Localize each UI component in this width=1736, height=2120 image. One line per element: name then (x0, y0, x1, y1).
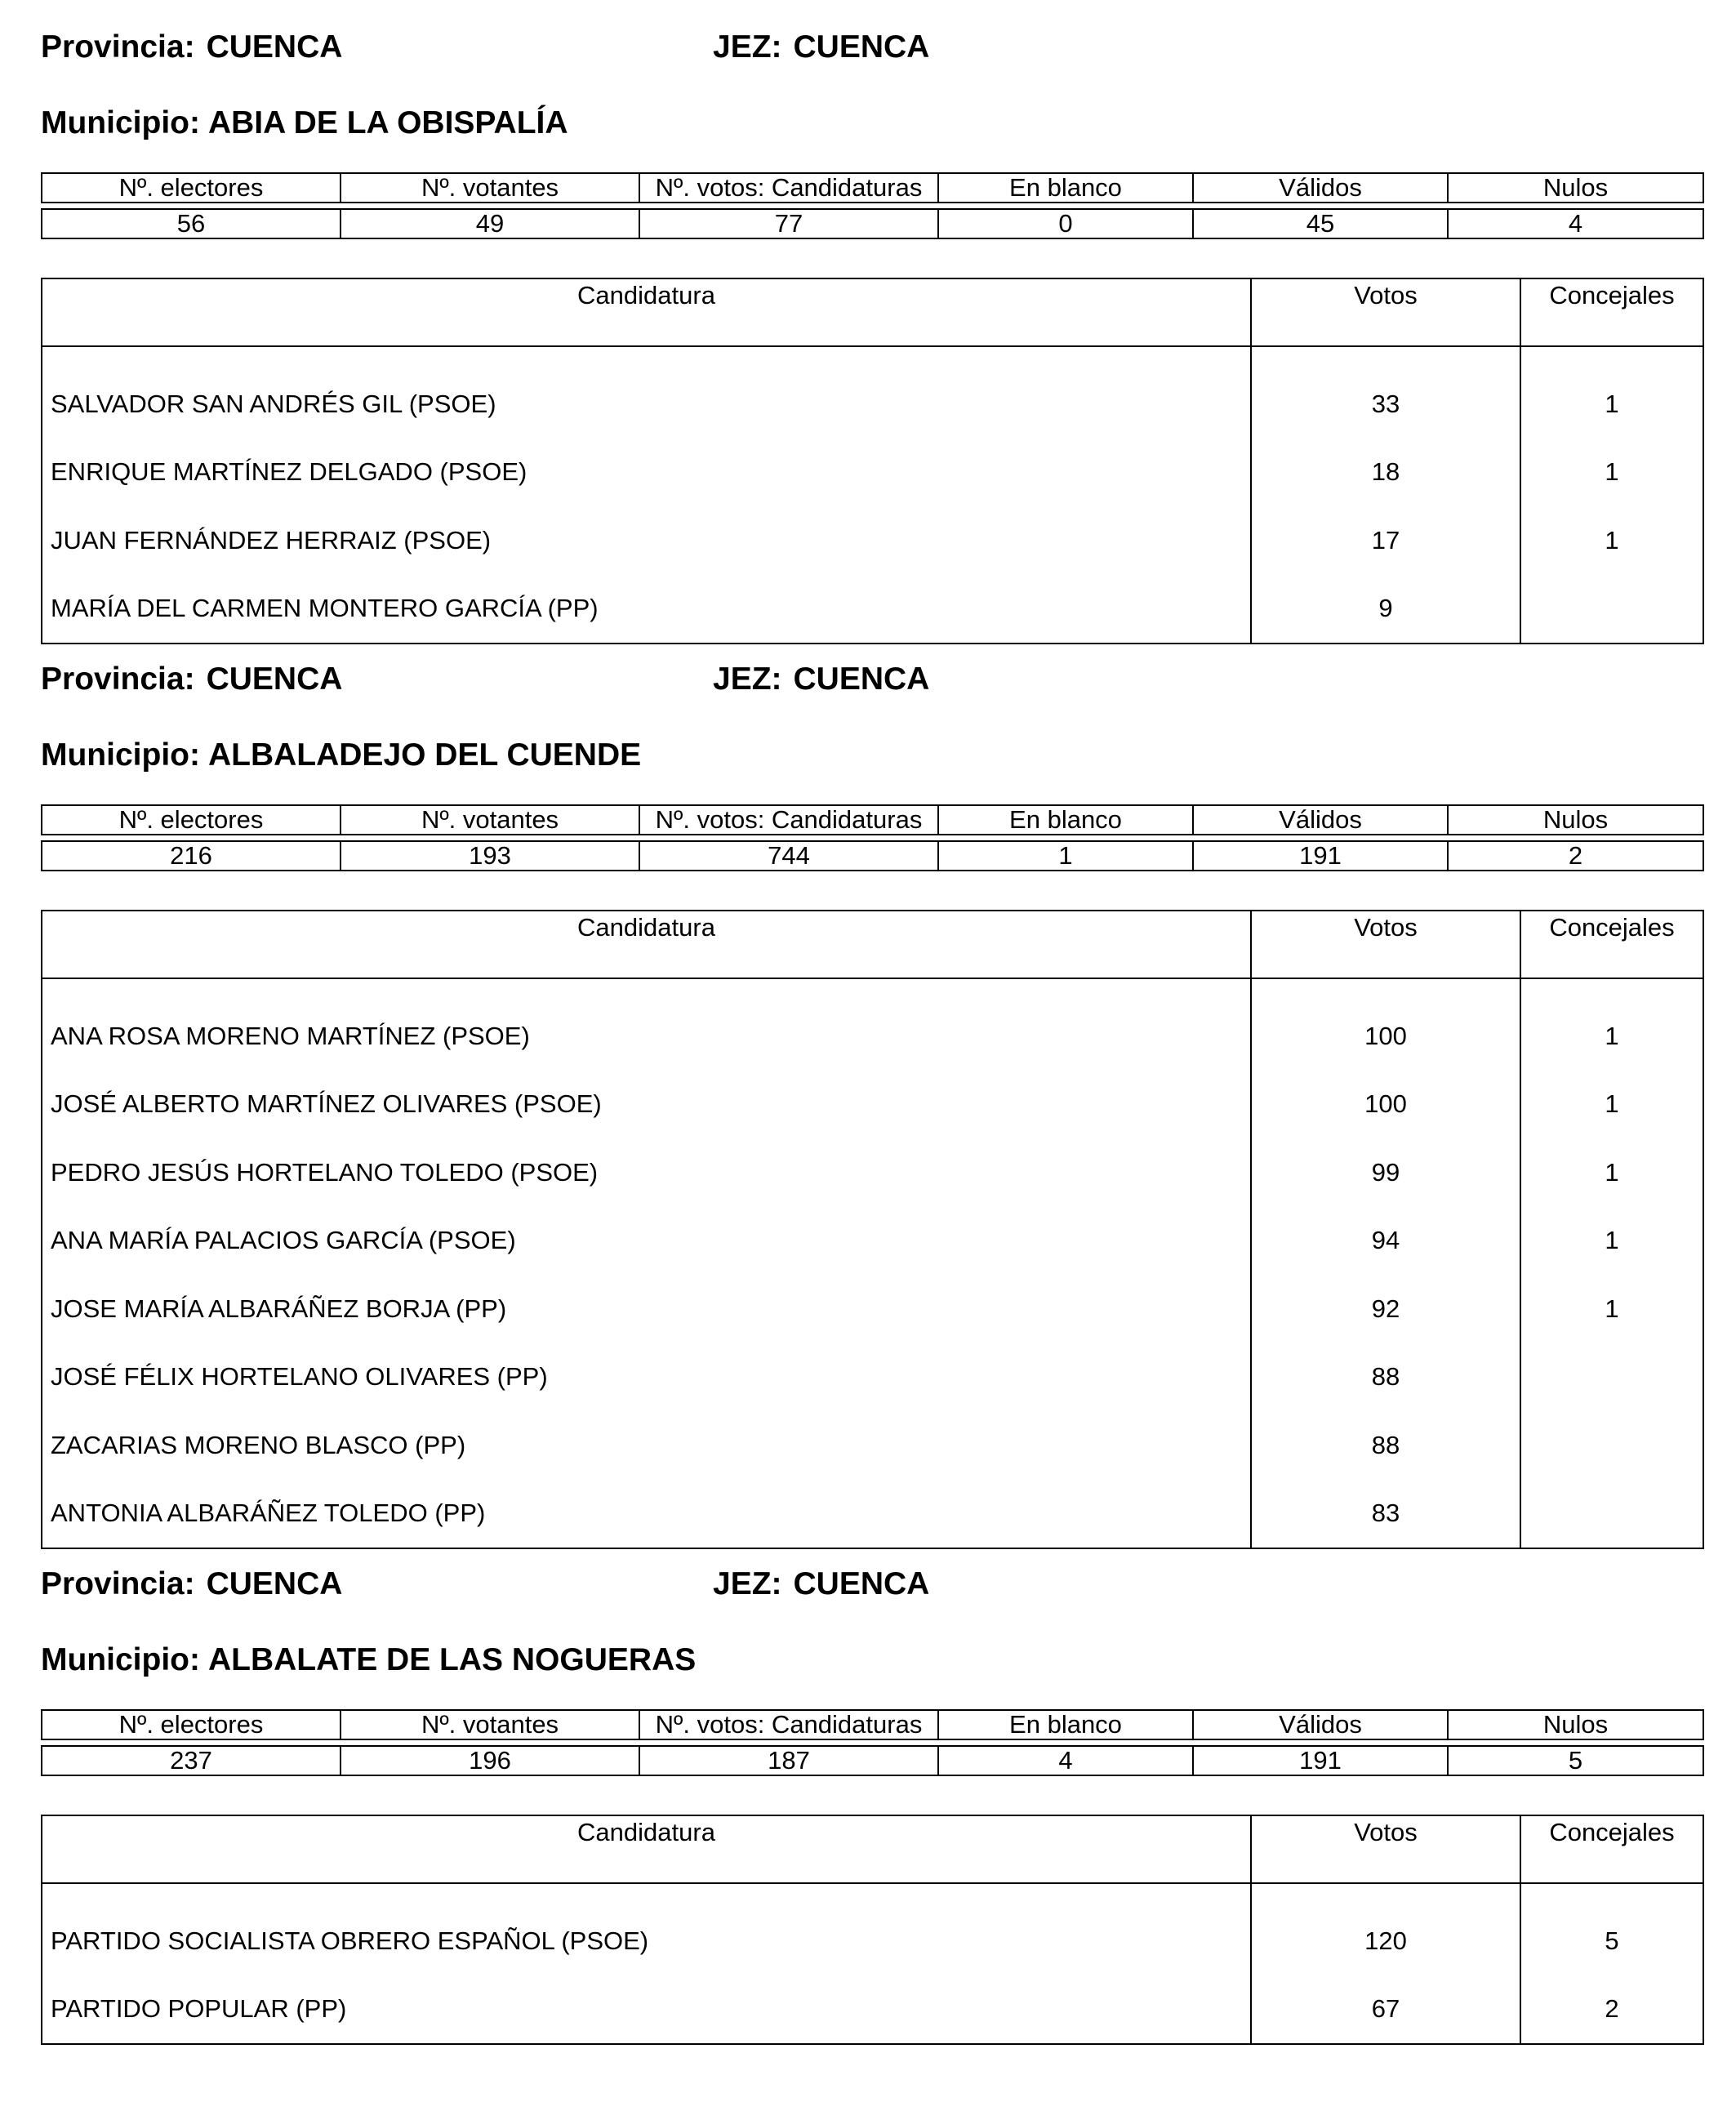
stats-header-row (42, 173, 1703, 203)
provincia-label: Provincia: (41, 29, 195, 65)
stats-value-cell: 5 (1448, 1746, 1703, 1775)
jez-label: JEZ: (713, 661, 782, 697)
stats-value-cell: 4 (938, 1746, 1193, 1775)
stats-header-row (42, 1710, 1703, 1739)
stats-value-cell: 1 (938, 841, 1193, 871)
candidate-name: ZACARIAS MORENO BLASCO (PP) (42, 1411, 1251, 1480)
municipio-label: Municipio: (41, 105, 200, 140)
candidate-concejales (1520, 1343, 1703, 1412)
candidates-table (41, 1815, 1704, 2045)
candidate-row (42, 1343, 1703, 1412)
candidate-concejales: 1 (1520, 1207, 1703, 1276)
stats-header-cell: Nº. votantes (341, 173, 639, 203)
candidate-name: JOSE MARÍA ALBARÁÑEZ BORJA (PP) (42, 1275, 1251, 1343)
spacer-cell (42, 835, 341, 841)
candidates-header-row (42, 1815, 1703, 1883)
stats-value-row (42, 209, 1703, 238)
candidate-name: JOSÉ FÉLIX HORTELANO OLIVARES (PP) (42, 1343, 1251, 1412)
stats-value-cell: 187 (639, 1746, 938, 1775)
stats-value-cell: 744 (639, 841, 938, 871)
candidate-concejales (1520, 575, 1703, 644)
candidate-row (42, 1138, 1703, 1207)
stats-spacer (42, 203, 1703, 209)
candidate-row (42, 1207, 1703, 1276)
provincia-header (41, 1568, 342, 1600)
gap-cell (42, 1883, 1251, 1907)
gap-cell (1251, 346, 1520, 370)
candidate-votos: 83 (1251, 1480, 1520, 1549)
candidate-votos: 94 (1251, 1207, 1520, 1276)
gap-cell (1520, 346, 1703, 370)
candidate-row (42, 1411, 1703, 1480)
candidate-votos: 9 (1251, 575, 1520, 644)
stats-value-cell: 196 (341, 1746, 639, 1775)
stats-header-cell: Nº. votantes (341, 805, 639, 835)
candidate-concejales (1520, 1480, 1703, 1549)
municipio-header (41, 739, 641, 771)
concejales-header: Concejales (1520, 278, 1703, 346)
candidate-votos: 88 (1251, 1343, 1520, 1412)
candidates-table (41, 278, 1704, 644)
candidate-name: ANA MARÍA PALACIOS GARCÍA (PSOE) (42, 1207, 1251, 1276)
stats-value-cell: 4 (1448, 209, 1703, 238)
gap-cell (42, 346, 1251, 370)
candidate-concejales: 1 (1520, 1002, 1703, 1071)
stats-value-cell: 56 (42, 209, 341, 238)
stats-header-cell: Nulos (1448, 173, 1703, 203)
stats-value-cell: 191 (1193, 841, 1448, 871)
candidatura-header: Candidatura (42, 1815, 1251, 1883)
spacer-cell (42, 203, 341, 209)
spacer-cell (341, 1739, 639, 1746)
provincia-value: CUENCA (206, 661, 343, 697)
spacer-cell (938, 835, 1193, 841)
stats-value-cell: 49 (341, 209, 639, 238)
candidate-row (42, 439, 1703, 507)
candidate-name: JUAN FERNÁNDEZ HERRAIZ (PSOE) (42, 506, 1251, 575)
spacer-cell (42, 1739, 341, 1746)
stats-header-cell: En blanco (938, 1710, 1193, 1739)
candidate-concejales: 1 (1520, 1071, 1703, 1139)
stats-header-cell: Nº. votos: Candidaturas (639, 1710, 938, 1739)
candidate-concejales: 2 (1520, 1975, 1703, 2045)
candidate-concejales: 1 (1520, 439, 1703, 507)
candidate-name: MARÍA DEL CARMEN MONTERO GARCÍA (PP) (42, 575, 1251, 644)
candidate-concejales (1520, 1411, 1703, 1480)
stats-value-cell: 0 (938, 209, 1193, 238)
candidate-row (42, 1071, 1703, 1139)
gap-cell (1520, 1883, 1703, 1907)
gap-cell (1251, 1883, 1520, 1907)
stats-header-cell: Válidos (1193, 1710, 1448, 1739)
stats-value-row (42, 841, 1703, 871)
candidatura-header: Candidatura (42, 278, 1251, 346)
gap-cell (1251, 978, 1520, 1002)
candidate-row (42, 1907, 1703, 1975)
spacer-cell (938, 1739, 1193, 1746)
gap-cell (1520, 978, 1703, 1002)
candidates-header-row (42, 278, 1703, 346)
municipio-header (41, 107, 568, 139)
stats-header-cell: Nº. electores (42, 1710, 341, 1739)
candidate-name: PARTIDO SOCIALISTA OBRERO ESPAÑOL (PSOE) (42, 1907, 1251, 1975)
jez-value: CUENCA (793, 29, 930, 65)
municipio-name: ALBALATE DE LAS NOGUERAS (207, 1642, 697, 1677)
candidate-votos: 67 (1251, 1975, 1520, 2045)
stats-header-cell: Válidos (1193, 805, 1448, 835)
spacer-cell (1448, 1739, 1703, 1746)
candidate-votos: 100 (1251, 1071, 1520, 1139)
spacer-cell (1193, 835, 1448, 841)
spacer-cell (341, 835, 639, 841)
candidate-votos: 88 (1251, 1411, 1520, 1480)
stats-table (41, 1709, 1704, 1776)
municipio-header (41, 1644, 696, 1676)
votos-header: Votos (1251, 1815, 1520, 1883)
jez-header (713, 663, 929, 695)
jez-label: JEZ: (713, 29, 782, 65)
municipio-name: ALBALADEJO DEL CUENDE (207, 737, 642, 773)
concejales-header: Concejales (1520, 1815, 1703, 1883)
jez-value: CUENCA (793, 1566, 930, 1601)
votos-header: Votos (1251, 911, 1520, 978)
stats-spacer (42, 835, 1703, 841)
municipio-label: Municipio: (41, 737, 200, 773)
provincia-header (41, 31, 342, 63)
spacer-cell (938, 203, 1193, 209)
jez-label: JEZ: (713, 1566, 782, 1601)
candidate-name: SALVADOR SAN ANDRÉS GIL (PSOE) (42, 370, 1251, 439)
concejales-header: Concejales (1520, 911, 1703, 978)
candidate-name: PARTIDO POPULAR (PP) (42, 1975, 1251, 2045)
stats-header-cell: Nº. votos: Candidaturas (639, 805, 938, 835)
candidate-row (42, 1975, 1703, 2045)
gap-row (42, 1883, 1703, 1907)
spacer-cell (639, 1739, 938, 1746)
gap-row (42, 978, 1703, 1002)
candidate-concejales: 1 (1520, 1138, 1703, 1207)
gap-row (42, 346, 1703, 370)
gap-cell (42, 978, 1251, 1002)
candidate-row (42, 370, 1703, 439)
candidate-votos: 33 (1251, 370, 1520, 439)
stats-header-cell: Nulos (1448, 805, 1703, 835)
spacer-cell (341, 203, 639, 209)
candidate-votos: 99 (1251, 1138, 1520, 1207)
spacer-cell (639, 835, 938, 841)
candidates-header-row (42, 911, 1703, 978)
stats-header-cell: Nº. electores (42, 173, 341, 203)
candidate-name: JOSÉ ALBERTO MARTÍNEZ OLIVARES (PSOE) (42, 1071, 1251, 1139)
provincia-value: CUENCA (206, 1566, 343, 1601)
candidate-votos: 120 (1251, 1907, 1520, 1975)
stats-value-cell: 237 (42, 1746, 341, 1775)
jez-header (713, 1568, 929, 1600)
stats-header-cell: En blanco (938, 173, 1193, 203)
candidate-row (42, 1002, 1703, 1071)
spacer-cell (639, 203, 938, 209)
candidate-name: ANTONIA ALBARÁÑEZ TOLEDO (PP) (42, 1480, 1251, 1549)
municipio-name: ABIA DE LA OBISPALÍA (207, 105, 568, 140)
votos-header: Votos (1251, 278, 1520, 346)
candidate-votos: 17 (1251, 506, 1520, 575)
jez-value: CUENCA (793, 661, 930, 697)
spacer-cell (1448, 203, 1703, 209)
stats-value-row (42, 1746, 1703, 1775)
stats-header-cell: Nulos (1448, 1710, 1703, 1739)
candidate-votos: 18 (1251, 439, 1520, 507)
stats-value-cell: 77 (639, 209, 938, 238)
provincia-label: Provincia: (41, 1566, 195, 1601)
stats-value-cell: 191 (1193, 1746, 1448, 1775)
stats-header-cell: Válidos (1193, 173, 1448, 203)
candidate-row (42, 1275, 1703, 1343)
candidate-concejales: 5 (1520, 1907, 1703, 1975)
stats-value-cell: 45 (1193, 209, 1448, 238)
stats-header-row (42, 805, 1703, 835)
stats-header-cell: Nº. votantes (341, 1710, 639, 1739)
stats-value-cell: 193 (341, 841, 639, 871)
candidate-concejales: 1 (1520, 370, 1703, 439)
spacer-cell (1193, 203, 1448, 209)
stats-header-cell: Nº. electores (42, 805, 341, 835)
jez-header (713, 31, 929, 63)
stats-table (41, 804, 1704, 871)
candidatura-header: Candidatura (42, 911, 1251, 978)
candidate-name: ANA ROSA MORENO MARTÍNEZ (PSOE) (42, 1002, 1251, 1071)
candidate-row (42, 575, 1703, 644)
spacer-cell (1448, 835, 1703, 841)
candidate-concejales: 1 (1520, 506, 1703, 575)
stats-spacer (42, 1739, 1703, 1746)
candidate-votos: 100 (1251, 1002, 1520, 1071)
candidates-table (41, 910, 1704, 1549)
stats-value-cell: 216 (42, 841, 341, 871)
municipio-label: Municipio: (41, 1642, 200, 1677)
stats-value-cell: 2 (1448, 841, 1703, 871)
provincia-label: Provincia: (41, 661, 195, 697)
spacer-cell (1193, 1739, 1448, 1746)
candidate-row (42, 506, 1703, 575)
candidate-votos: 92 (1251, 1275, 1520, 1343)
stats-header-cell: Nº. votos: Candidaturas (639, 173, 938, 203)
candidate-concejales: 1 (1520, 1275, 1703, 1343)
candidate-name: ENRIQUE MARTÍNEZ DELGADO (PSOE) (42, 439, 1251, 507)
provincia-header (41, 663, 342, 695)
stats-table (41, 172, 1704, 239)
provincia-value: CUENCA (206, 29, 343, 65)
candidate-name: PEDRO JESÚS HORTELANO TOLEDO (PSOE) (42, 1138, 1251, 1207)
candidate-row (42, 1480, 1703, 1549)
stats-header-cell: En blanco (938, 805, 1193, 835)
